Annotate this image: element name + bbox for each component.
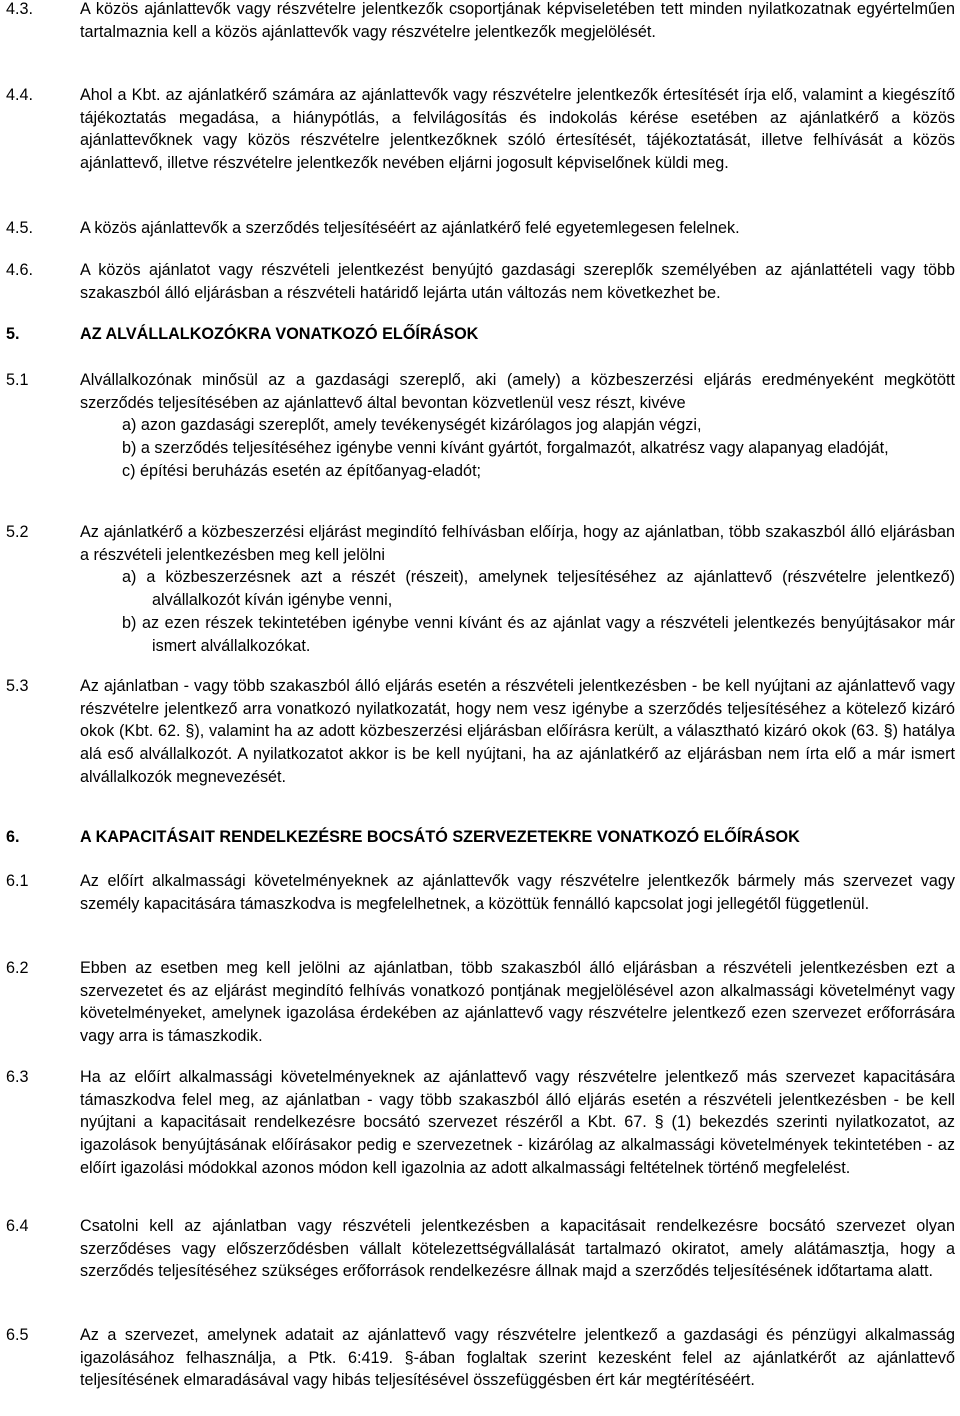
section-text: Ahol a Kbt. az ajánlatkérő számára az ajánlattevők vagy részvételre jelentkezők értesítését írja elő, valamint a kiegészítő tájékoztatás megadása, a hiánypótlás, a felvilágosítás és indokolás kérése esetében az ajánlatkérő a közös ajánlattevőknek vagy közös részvételre jelentkezőknek szóló értesítését, tájékoztatását, illetve felhívását a közös ajánlattevő, illetve részvételre jelentkezők nevében eljárni jogosult képviselőnek küldi meg. — [80, 86, 955, 173]
section-6-3 — [0, 1066, 955, 1180]
section-4-5 — [0, 217, 955, 240]
heading-6 — [0, 826, 955, 849]
section-number: 4.6. — [6, 261, 34, 279]
section-6-5 — [0, 1324, 955, 1392]
list-item: a) azon gazdasági szereplőt, amely tevékenységét kizárólagos jog alapján végzi, — [122, 416, 702, 435]
section-number: 6.2 — [6, 959, 29, 977]
section-text: Alvállalkozónak minősül az a gazdasági szereplő, aki (amely) a közbeszerzési eljárás eredményeként megkötött szerződés teljesítésében az ajánlattevő által bevontan közvetlenül vesz részt, kivéve — [80, 371, 955, 412]
list-item: c) építési beruházás esetén az építőanyag-eladót; — [122, 461, 482, 480]
section-text: A közös ajánlattevők vagy részvételre jelentkezők csoportjának képviseletében tett minden nyilatkozatnak egyértelműen tartalmaznia kell a közös ajánlattevők vagy részvételre jelentkezők megjelölését. — [80, 0, 955, 41]
section-6-1 — [0, 870, 955, 915]
list-item: b) az ezen részek tekintetében igénybe venni kívánt és az ajánlat vagy a részvételi jelentkezés benyújtásakor már ismert alvállalkozókat. — [122, 613, 955, 655]
section-5-1 — [0, 369, 955, 483]
section-4-4 — [0, 84, 955, 175]
section-text: Az ajánlatban - vagy több szakaszból álló eljárás esetén a részvételi jelentkezésben - be kell nyújtani az ajánlattevő vagy részvételre jelentkező arra vonatkozó nyilatkozatát, hogy nem vesz igénybe a szerződés teljesítéséhez a kötelező kizáró okok (Kbt. 62. §), valamint ha az adott közbeszerzési eljárásban előírásra került, a választható kizáró okok (63. §) hatálya alá eső alvállalkozót. A nyilatkozatot akkor is be kell nyújtani, ha az ajánlatkérő az eljárásban nem írta elő a már ismert alvállalkozók megnevezését. — [80, 677, 955, 786]
section-6-2 — [0, 957, 955, 1048]
section-number: 6.5 — [6, 1326, 29, 1344]
section-number: 4.4. — [6, 86, 34, 104]
section-4-6 — [0, 259, 955, 304]
section-number: 5.2 — [6, 523, 29, 541]
section-text: Az előírt alkalmassági követelményeknek az ajánlattevők vagy részvételre jelentkezők bármely más szervezet vagy személy kapacitására támaszkodva is megfelelhetnek, a közöttük fennálló kapcsolat jogi jellegétől függetlenül. — [80, 872, 955, 913]
list-item: b) a szerződés teljesítéséhez igénybe venni kívánt gyártót, forgalmazót, alkatrész vagy alapanyag eladóját, — [122, 439, 889, 458]
section-number: 6.4 — [6, 1217, 29, 1235]
heading-text: AZ ALVÁLLALKOZÓKRA VONATKOZÓ ELŐÍRÁSOK — [80, 325, 479, 343]
section-number: 6.3 — [6, 1068, 29, 1086]
section-6-4 — [0, 1215, 955, 1283]
section-text: A közös ajánlatot vagy részvételi jelentkezést benyújtó gazdasági szereplők személyében az ajánlattételi vagy több szakaszból álló eljárásban a részvételi határidő lejárta után változás nem következhet be. — [80, 261, 955, 302]
section-text: Ha az előírt alkalmassági követelményeknek az ajánlattevő vagy részvételre jelentkező más szervezet kapacitására támaszkodva felel meg, az ajánlatban - vagy több szakaszból álló eljárás esetén a részvételi jelentkezésben - be kell nyújtani a kapacitásait rendelkezésre bocsátó szervezet részéről a Kbt. 67. § (1) bekezdés szerinti nyilatkozatot, az igazolások benyújtásának előírásakor pedig e szervezetnek - kizárólag az alkalmassági követelmények tekintetében - az előírt igazolási módokkal azonos módon kell igazolnia az adott alkalmassági feltételnek történő megfelelést. — [80, 1068, 955, 1177]
section-number: 5.3 — [6, 677, 29, 695]
section-text: Az ajánlatkérő a közbeszerzési eljárást megindító felhívásban előírja, hogy az ajánlatban, több szakaszból álló eljárásban a részvételi jelentkezésben meg kell jelölni — [80, 523, 955, 564]
heading-5 — [0, 323, 955, 346]
section-number: 5.1 — [6, 371, 29, 389]
section-text: A közös ajánlattevők a szerződés teljesítéséért az ajánlatkérő felé egyetemlegesen felelnek. — [80, 219, 740, 237]
section-5-2 — [0, 521, 955, 657]
section-4-3 — [0, 0, 955, 43]
section-text: Csatolni kell az ajánlatban vagy részvételi jelentkezésben a kapacitásait rendelkezésre bocsátó szervezet olyan szerződéses vagy előszerződésben vállalt kötelezettségvállalását tartalmazó okiratot, amely alátámasztja, hogy a szerződés teljesítéséhez szükséges erőforrások rendelkezésre állnak majd a szerződés teljesítésének időtartama alatt. — [80, 1217, 955, 1281]
section-text: Ebben az esetben meg kell jelölni az ajánlatban, több szakaszból álló eljárásban a részvételi jelentkezésben ezt a szervezetet és az eljárást megindító felhívás vonatkozó pontjának megjelölésével azon alkalmassági követelményt vagy követelményeket, amelynek igazolása érdekében az ajánlattevő vagy részvételre jelentkező ezen szervezet erőforrására vagy arra is támaszkodik. — [80, 959, 955, 1046]
section-number: 4.3. — [6, 0, 34, 18]
heading-number: 5. — [6, 325, 20, 343]
section-text: Az a szervezet, amelynek adatait az ajánlattevő vagy részvételre jelentkező a gazdasági és pénzügyi alkalmasság igazolásához felhasználja, a Ptk. 6:419. §-ában foglaltak szerint kezesként felel az ajánlatkérőt az ajánlattevő teljesítésének elmaradásával vagy hibás teljesítésével összefüggésben ért kár megtérítéséért. — [80, 1326, 955, 1390]
section-5-3 — [0, 675, 955, 789]
section-number: 4.5. — [6, 219, 34, 237]
heading-text: A KAPACITÁSAIT RENDELKEZÉSRE BOCSÁTÓ SZERVEZETEKRE VONATKOZÓ ELŐÍRÁSOK — [80, 828, 800, 846]
section-number: 6.1 — [6, 872, 29, 890]
heading-number: 6. — [6, 828, 20, 846]
list-item: a) a közbeszerzésnek azt a részét (részeit), amelynek teljesítéséhez az ajánlattevő (részvételre jelentkező) alvállalkozót kíván igénybe venni, — [122, 568, 955, 610]
